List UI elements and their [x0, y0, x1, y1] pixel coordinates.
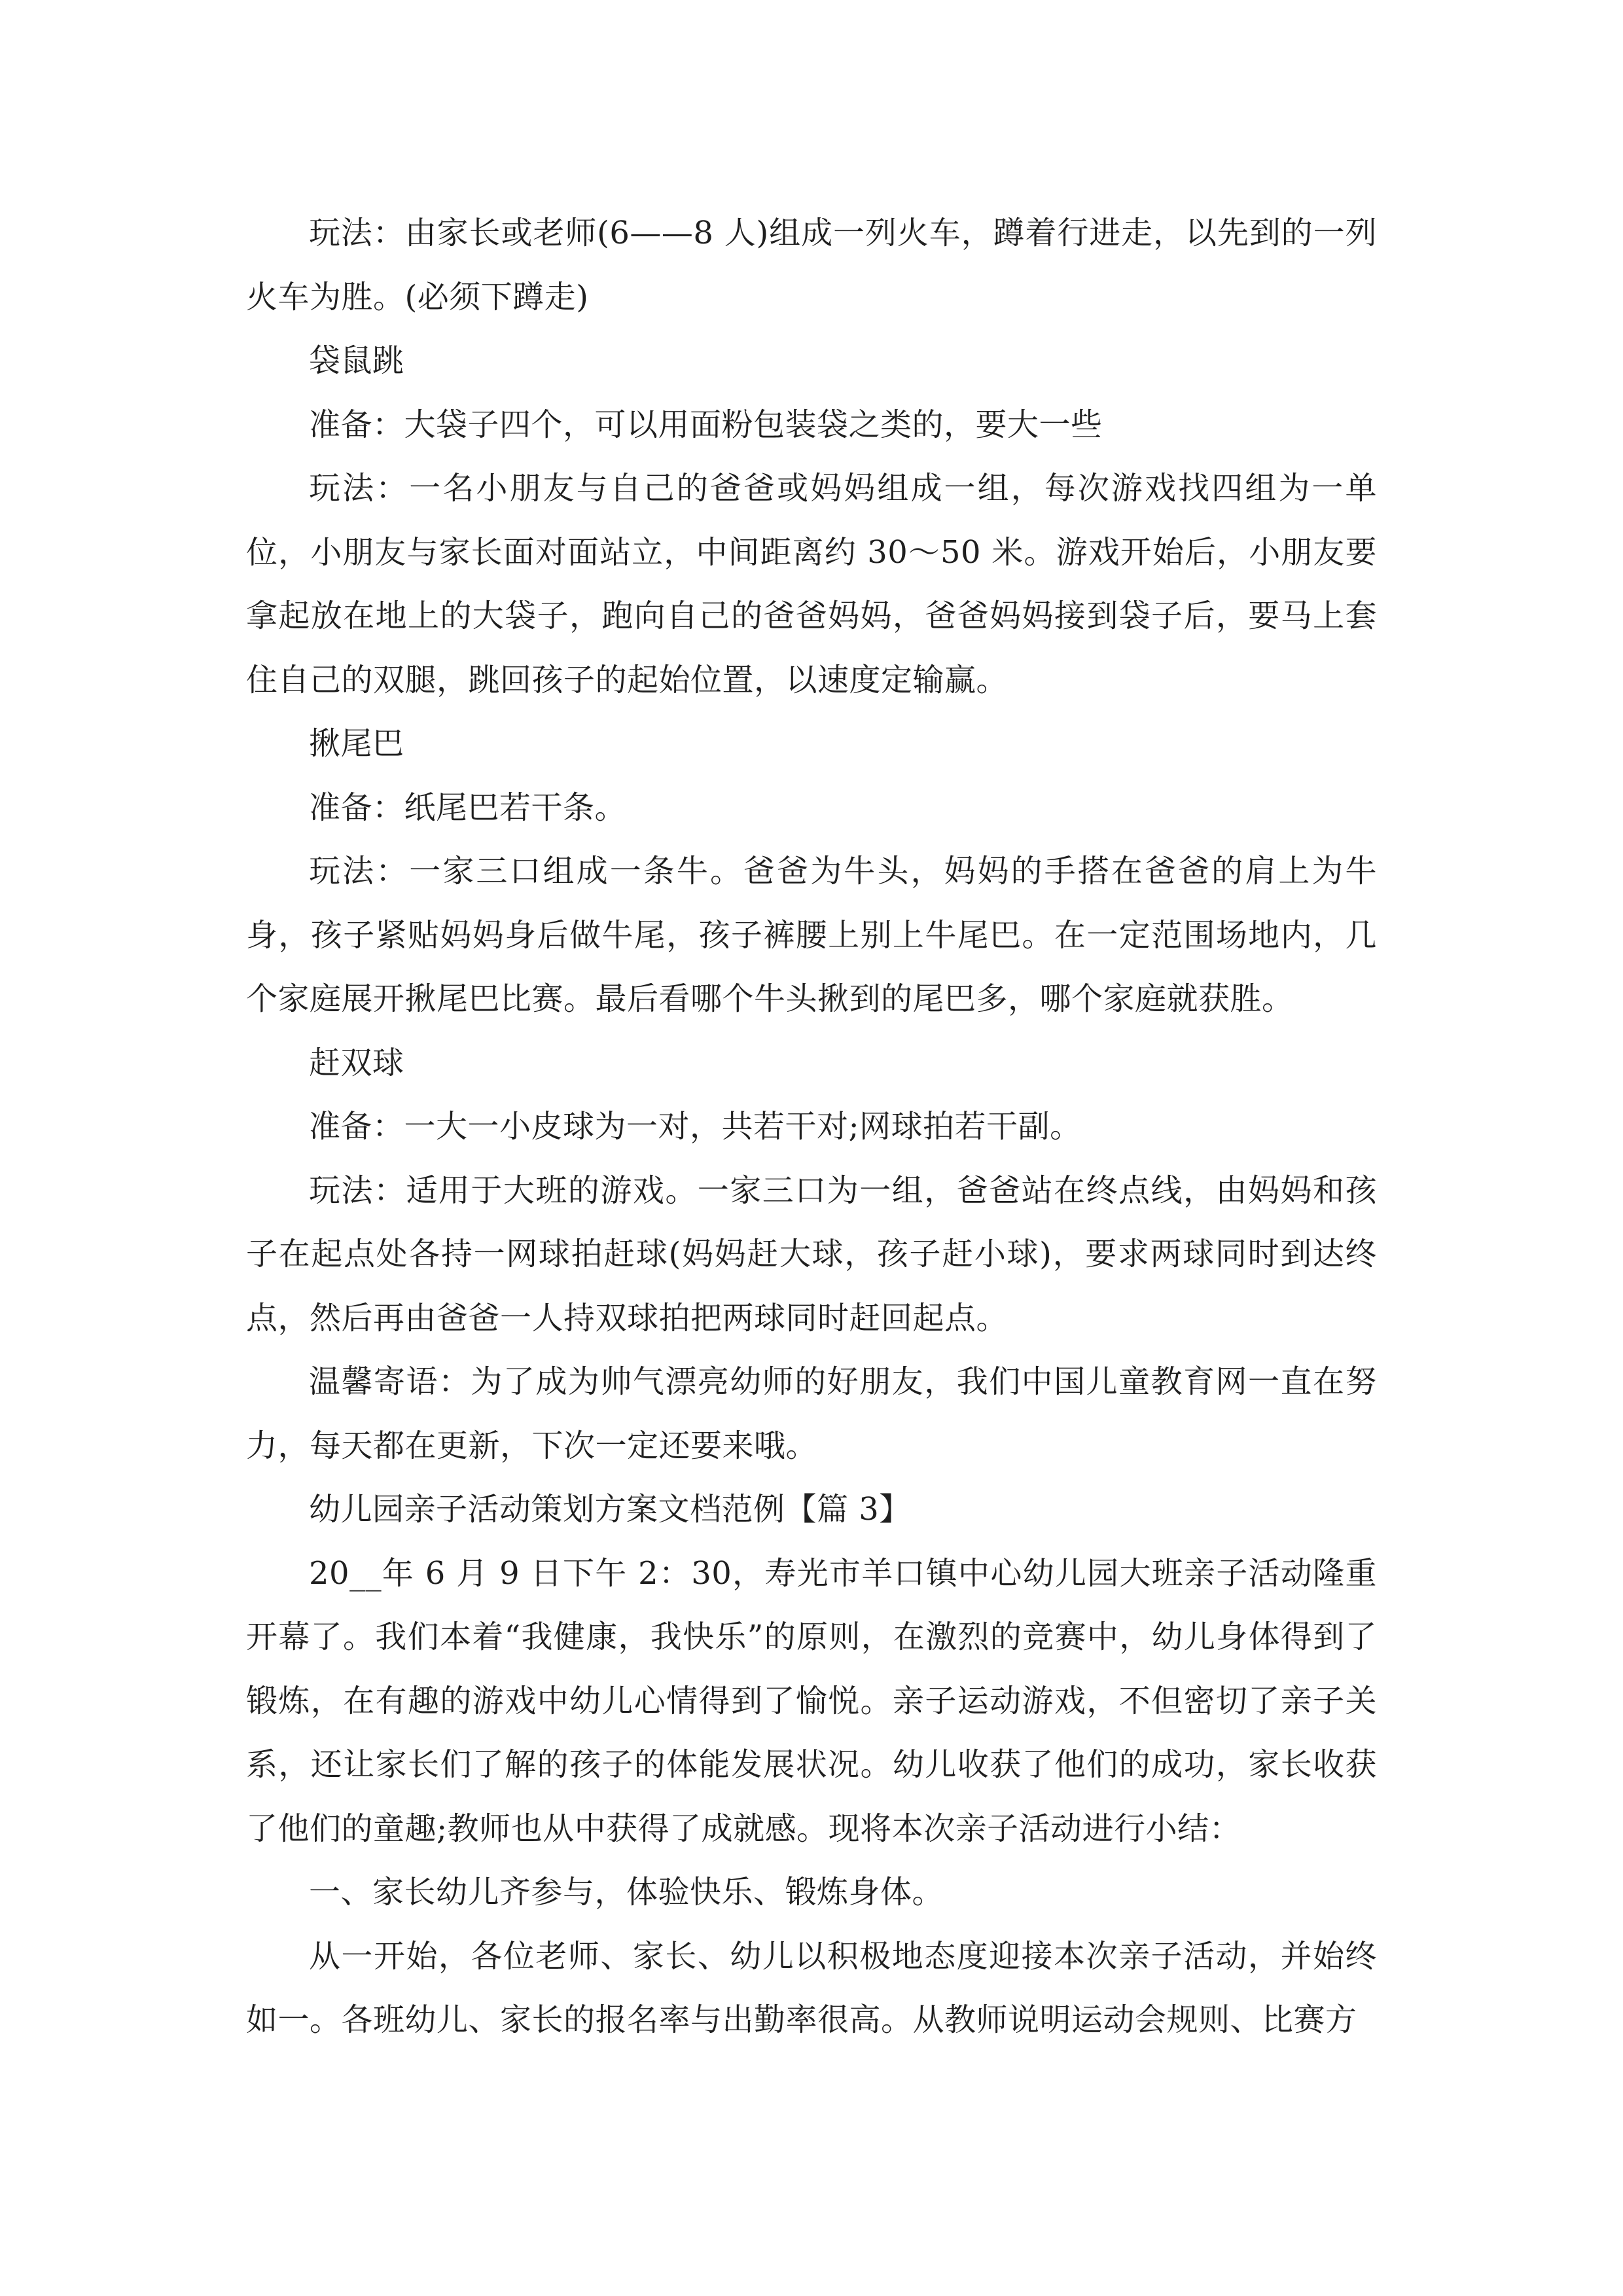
heading-double-ball: 赶双球 [309, 1044, 404, 1081]
paragraph-double-ball-rules: 玩法：适用于大班的游戏。一家三口为一组，爸爸站在终点线，由妈妈和孩子在起点处各持一网球拍赶球(妈妈赶大球，孩子赶小球)，要求两球同时到达终点，然后再由爸爸一人持双球拍把两球同时赶回起点。 [246, 1172, 1377, 1336]
paragraph-kangaroo-rules: 玩法：一名小朋友与自己的爸爸或妈妈组成一组，每次游戏找四组为一单位，小朋友与家长面对面站立，中间距离约 30～50 米。游戏开始后，小朋友要拿起放在地上的大袋子，跑向自己的爸爸妈妈，爸爸妈妈接到袋子后，要马上套住自己的双腿，跳回孩子的起始位置，以速度定输赢。 [246, 470, 1377, 698]
paragraph-grab-tail-rules: 玩法：一家三口组成一条牛。爸爸为牛头，妈妈的手搭在爸爸的肩上为牛身，孩子紧贴妈妈身后做牛尾，孩子裤腰上别上牛尾巴。在一定范围场地内，几个家庭展开揪尾巴比赛。最后看哪个牛头揪到的尾巴多，哪个家庭就获胜。 [246, 853, 1377, 1017]
paragraph-event-summary: 20__年 6 月 9 日下午 2：30，寿光市羊口镇中心幼儿园大班亲子活动隆重开幕了。我们本着“我健康，我快乐”的原则，在激烈的竞赛中，幼儿身体得到了锻炼，在有趣的游戏中幼儿心情得到了愉悦。亲子运动游戏，不但密切了亲子关系，还让家长们了解的孩子的体能发展状况。幼儿收获了他们的成功，家长收获了他们的童趣;教师也从中获得了成就感。现将本次亲子活动进行小结： [246, 1554, 1377, 1847]
paragraph-grab-tail-preparation: 准备：纸尾巴若干条。 [309, 789, 627, 826]
paragraph-warm-message: 温馨寄语：为了成为帅气漂亮幼师的好朋友，我们中国儿童教育网一直在努力，每天都在更新，下次一定还要来哦。 [246, 1363, 1377, 1464]
paragraph-participation: 从一开始，各位老师、家长、幼儿以积极地态度迎接本次亲子活动，并始终如一。各班幼儿、家长的报名率与出勤率很高。从教师说明运动会规则、比赛方 [246, 1937, 1377, 2038]
heading-grab-tail: 揪尾巴 [309, 725, 404, 762]
paragraph-double-ball-preparation: 准备：一大一小皮球为一对，共若干对;网球拍若干副。 [309, 1108, 1082, 1145]
section-title-part-3: 幼儿园亲子活动策划方案文档范例【篇 3】 [309, 1491, 911, 1528]
section-heading-1: 一、家长幼儿齐参与，体验快乐、锻炼身体。 [309, 1874, 944, 1910]
document-body [246, 202, 1377, 2053]
paragraph-train-game-rules: 玩法：由家长或老师(6——8 人)组成一列火车，蹲着行进走，以先到的一列火车为胜。(必须下蹲走) [246, 215, 1377, 315]
heading-kangaroo-jump: 袋鼠跳 [309, 342, 404, 379]
paragraph-kangaroo-preparation: 准备：大袋子四个，可以用面粉包装袋之类的，要大一些 [309, 406, 1103, 443]
